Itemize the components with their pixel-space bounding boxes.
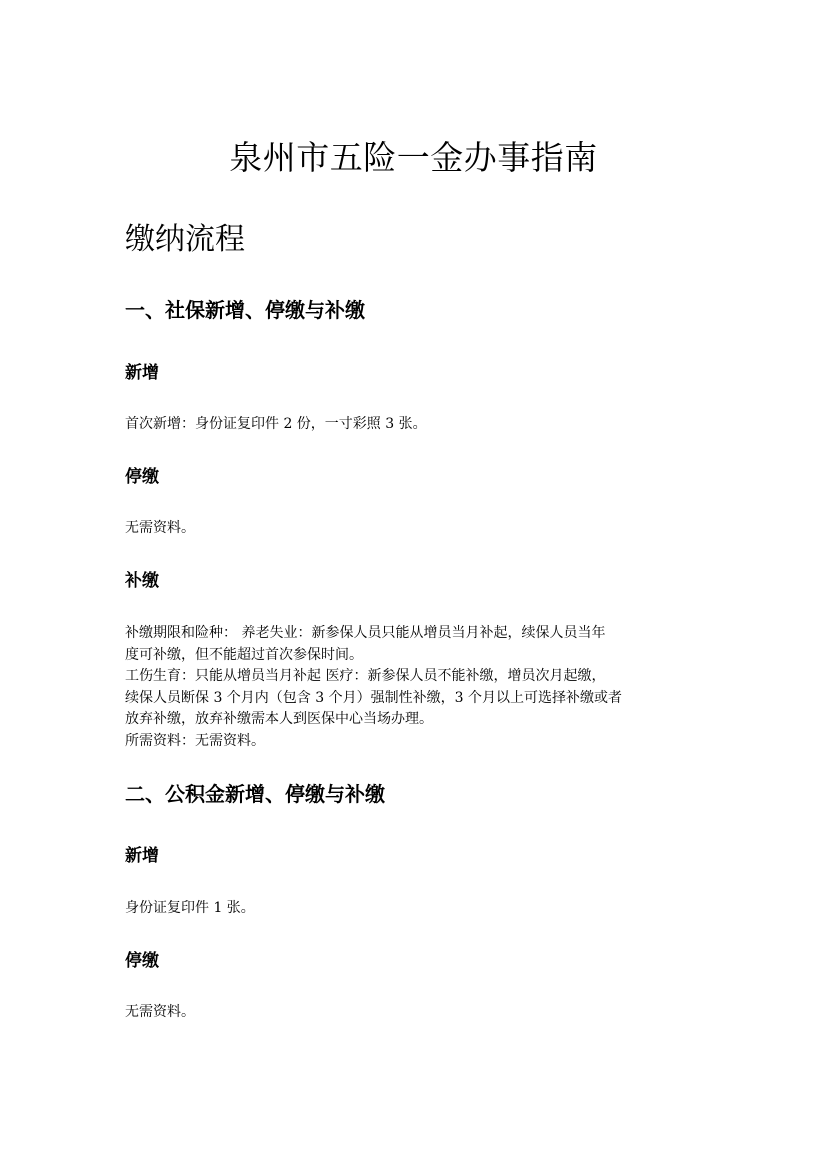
social-insurance-stop-heading: 停缴 xyxy=(125,467,159,487)
backpay-line: 度可补缴，但不能超过首次参保时间。 xyxy=(125,646,363,663)
section-heading: 缴纳流程 xyxy=(125,222,245,257)
housing-fund-heading: 二、公积金新增、停缴与补缴 xyxy=(125,782,385,806)
housing-fund-add-text: 身份证复印件 1 张。 xyxy=(125,900,255,916)
social-insurance-stop-text: 无需资料。 xyxy=(125,520,195,536)
social-insurance-add-heading: 新增 xyxy=(125,363,159,383)
housing-fund-stop-text: 无需资料。 xyxy=(125,1004,195,1020)
backpay-line: 放弃补缴，放弃补缴需本人到医保中心当场办理。 xyxy=(125,711,433,727)
document-title: 泉州市五险一金办事指南 xyxy=(229,138,598,177)
social-insurance-backpay-paragraph xyxy=(125,623,710,752)
backpay-line: 所需资料：无需资料。 xyxy=(125,732,265,749)
social-insurance-add-text: 首次新增：身份证复印件 2 份，一寸彩照 3 张。 xyxy=(125,416,427,432)
social-insurance-heading: 一、社保新增、停缴与补缴 xyxy=(125,298,365,322)
social-insurance-backpay-heading: 补缴 xyxy=(125,571,159,591)
backpay-line: 补缴期限和险种： 养老失业：新参保人员只能从增员当月补起，续保人员当年 xyxy=(125,625,606,641)
housing-fund-stop-heading: 停缴 xyxy=(125,951,159,971)
backpay-line: 续保人员断保 3 个月内（包含 3 个月）强制性补缴，3 个月以上可选择补缴或者 xyxy=(125,689,622,706)
backpay-line: 工伤生育：只能从增员当月补起 医疗：新参保人员不能补缴，增员次月起缴， xyxy=(125,668,606,684)
housing-fund-add-heading: 新增 xyxy=(125,846,159,866)
